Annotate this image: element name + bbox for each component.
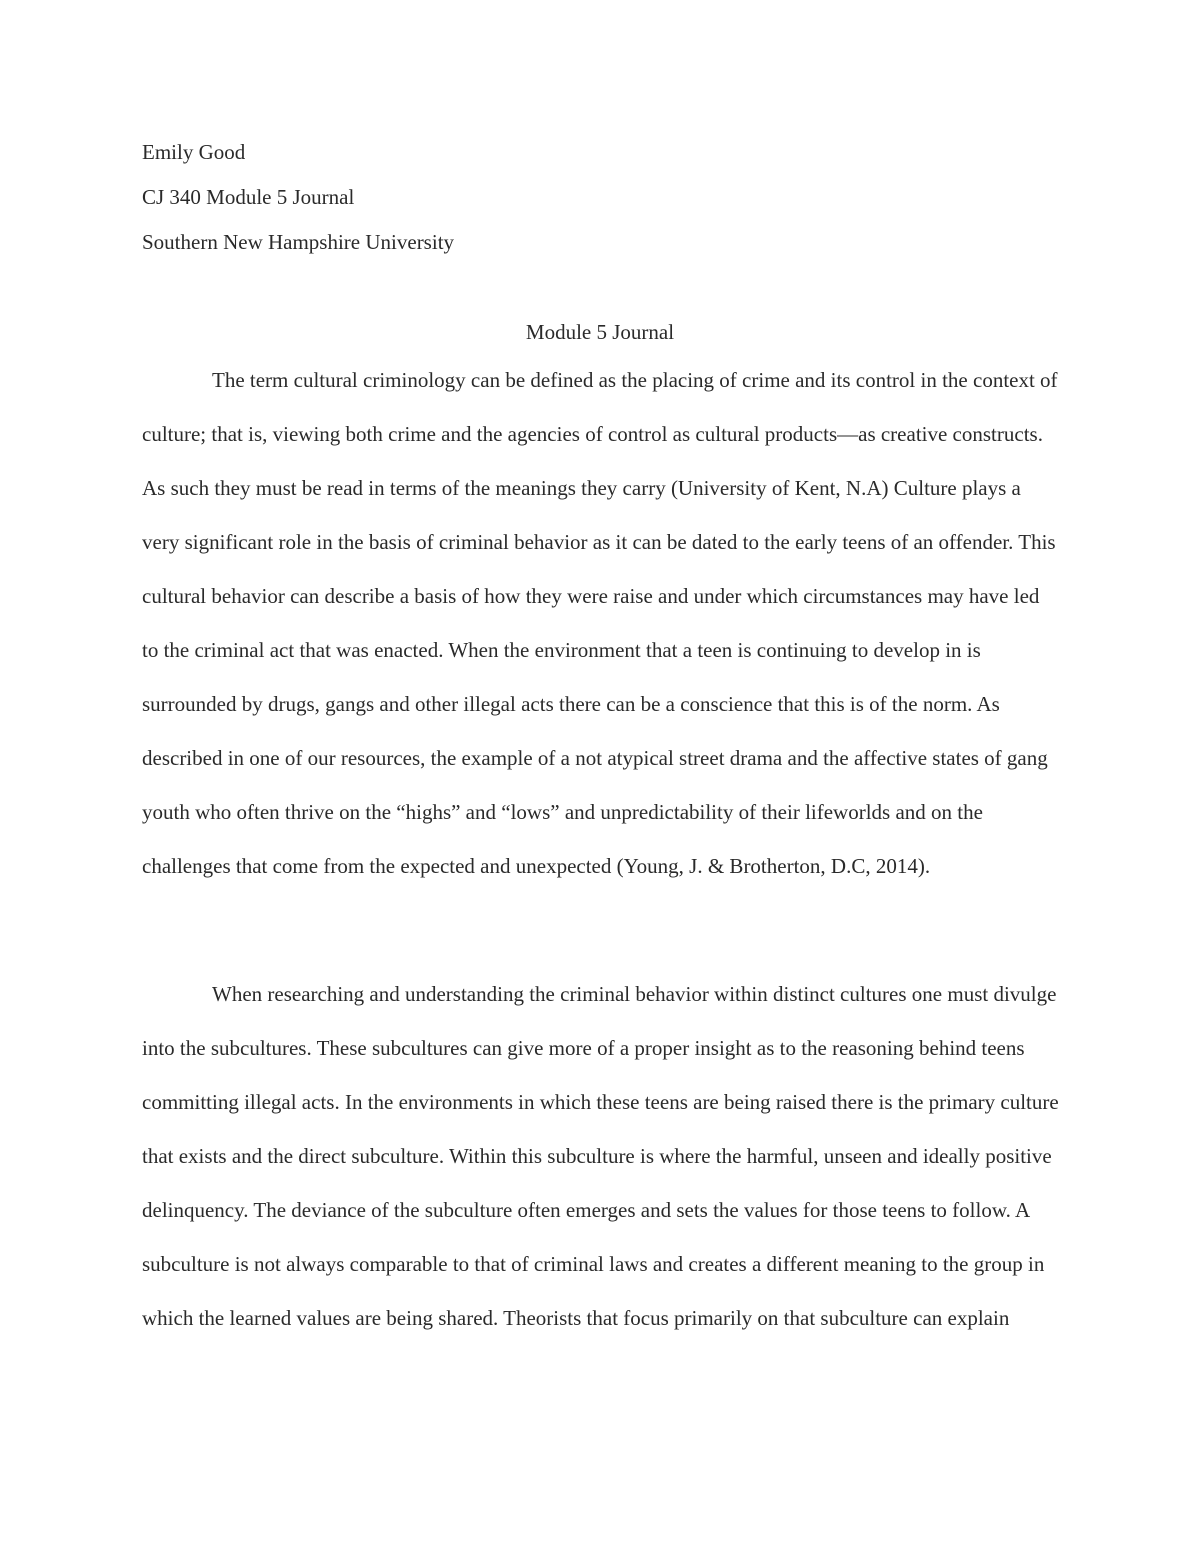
- course-title: CJ 340 Module 5 Journal: [142, 185, 355, 209]
- paragraph-1: The term cultural criminology can be defined as the placing of crime and its control in the context of culture; that is, viewing both crime and the agencies of control as cultural products—as creative constructs. As such they must be read in terms of the meanings they carry (University of Kent, N.A) Culture plays a very significant role in the basis of criminal behavior as it can be dated to the early teens of an offender. This cultural behavior can describe a basis of how they were raise and under which circumstances may have led to the criminal act that was enacted. When the environment that a teen is continuing to develop in is surrounded by drugs, gangs and other illegal acts there can be a conscience that this is of the norm. As described in one of our resources, the example of a not atypical street drama and the affective states of gang youth who often thrive on the “highs” and “lows” and unpredictability of their lifeworlds and on the challenges that come from the expected and unexpected (Young, J. & Brotherton, D.C, 2014).: [142, 368, 1058, 878]
- paragraph-2: When researching and understanding the criminal behavior within distinct cultures one must divulge into the subcultures. These subcultures can give more of a proper insight as to the reasoning behind teens committing illegal acts. In the environments in which these teens are being raised there is the primary culture that exists and the direct subculture. Within this subculture is where the harmful, unseen and ideally positive delinquency. The deviance of the subculture often emerges and sets the values for those teens to follow. A subculture is not always comparable to that of criminal laws and creates a different meaning to the group in which the learned values are being shared. Theorists that focus primarily on that subculture can explain: [142, 982, 1059, 1330]
- document-title: Module 5 Journal: [525, 320, 675, 344]
- institution-name: Southern New Hampshire University: [142, 230, 455, 254]
- author-name: Emily Good: [142, 140, 246, 164]
